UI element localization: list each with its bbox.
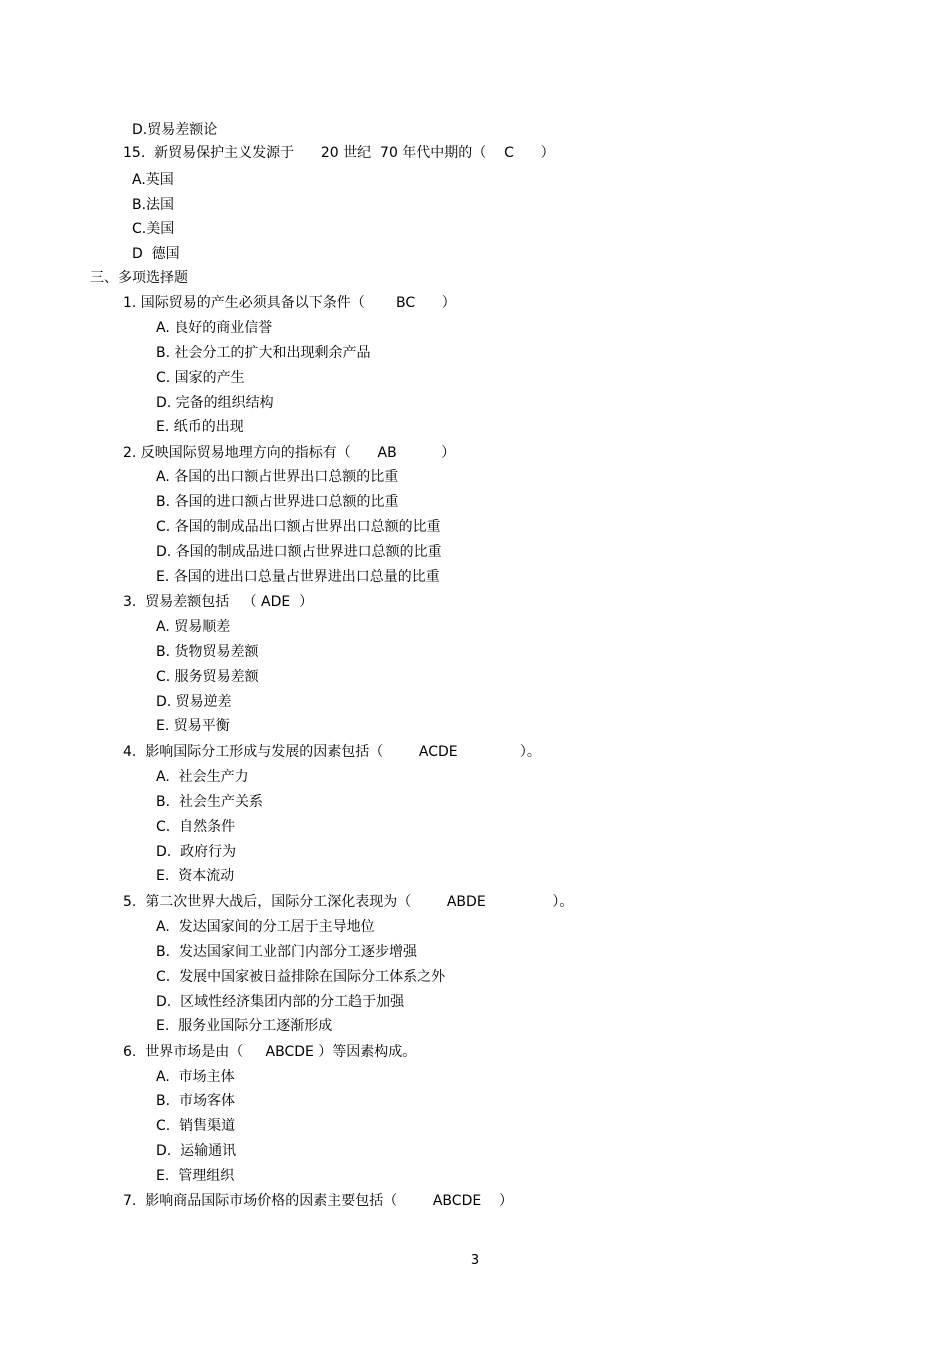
option: B. 社会生产关系: [156, 794, 263, 810]
question-stem: 4. 影响国际分工形成与发展的因素包括（ ACDE ）。: [123, 744, 541, 760]
option: D. 区域性经济集团内部的分工趋于加强: [156, 994, 405, 1010]
question-stem: 3. 贸易差额包括 （ ADE ）: [123, 594, 314, 610]
q15-option-c: C.美国: [132, 221, 175, 237]
question-15-stem: 15. 新贸易保护主义发源于 20 世纪 70 年代中期的（ C ）: [123, 145, 555, 161]
option: E. 贸易平衡: [156, 718, 230, 734]
q15-option-d: D 德国: [132, 246, 180, 262]
option: E. 纸币的出现: [156, 419, 244, 435]
option: B. 各国的进口额占世界进口总额的比重: [156, 494, 399, 510]
question-stem: 5. 第二次世界大战后，国际分工深化表现为（ ABDE ）。: [123, 894, 574, 910]
option: E. 管理组织: [156, 1168, 235, 1184]
question-stem: 1. 国际贸易的产生必须具备以下条件（ BC ）: [123, 295, 456, 311]
option: B. 市场客体: [156, 1093, 235, 1109]
option: C. 国家的产生: [156, 370, 245, 386]
option: A. 发达国家间的分工居于主导地位: [156, 919, 375, 935]
question-stem: 7. 影响商品国际市场价格的因素主要包括（ ABCDE ）: [123, 1193, 513, 1209]
option: A. 市场主体: [156, 1069, 235, 1085]
option: D. 各国的制成品进口额占世界进口总额的比重: [156, 544, 442, 560]
option: D. 完备的组织结构: [156, 395, 274, 411]
option: C. 服务贸易差额: [156, 669, 259, 685]
option: A. 贸易顺差: [156, 619, 231, 635]
q15-option-b: B.法国: [132, 197, 175, 213]
option: C. 各国的制成品出口额占世界出口总额的比重: [156, 519, 441, 535]
option: D. 政府行为: [156, 844, 237, 860]
q15-option-a: A.英国: [132, 172, 174, 188]
question-stem: 2. 反映国际贸易地理方向的指标有（ AB ）: [123, 445, 456, 461]
option: A. 良好的商业信誉: [156, 320, 273, 336]
option: A. 社会生产力: [156, 769, 249, 785]
page-number: 3: [470, 1253, 480, 1268]
option: E. 各国的进出口总量占世界进出口总量的比重: [156, 569, 440, 585]
option: E. 服务业国际分工逐渐形成: [156, 1018, 333, 1034]
option: E. 资本流动: [156, 868, 235, 884]
option: C. 自然条件: [156, 819, 236, 835]
question-stem: 6. 世界市场是由（ ABCDE ）等因素构成。: [123, 1044, 417, 1060]
section-title: 三、多项选择题: [90, 270, 188, 286]
option: A. 各国的出口额占世界出口总额的比重: [156, 469, 399, 485]
option: C. 发展中国家被日益排除在国际分工体系之外: [156, 969, 446, 985]
option: D. 运输通讯: [156, 1143, 237, 1159]
option: B. 社会分工的扩大和出现剩余产品: [156, 345, 371, 361]
option: B. 发达国家间工业部门内部分工逐步增强: [156, 944, 417, 960]
option-d-prev: D.贸易差额论: [132, 122, 218, 138]
option: C. 销售渠道: [156, 1118, 236, 1134]
option: D. 贸易逆差: [156, 694, 232, 710]
option: B. 货物贸易差额: [156, 644, 259, 660]
